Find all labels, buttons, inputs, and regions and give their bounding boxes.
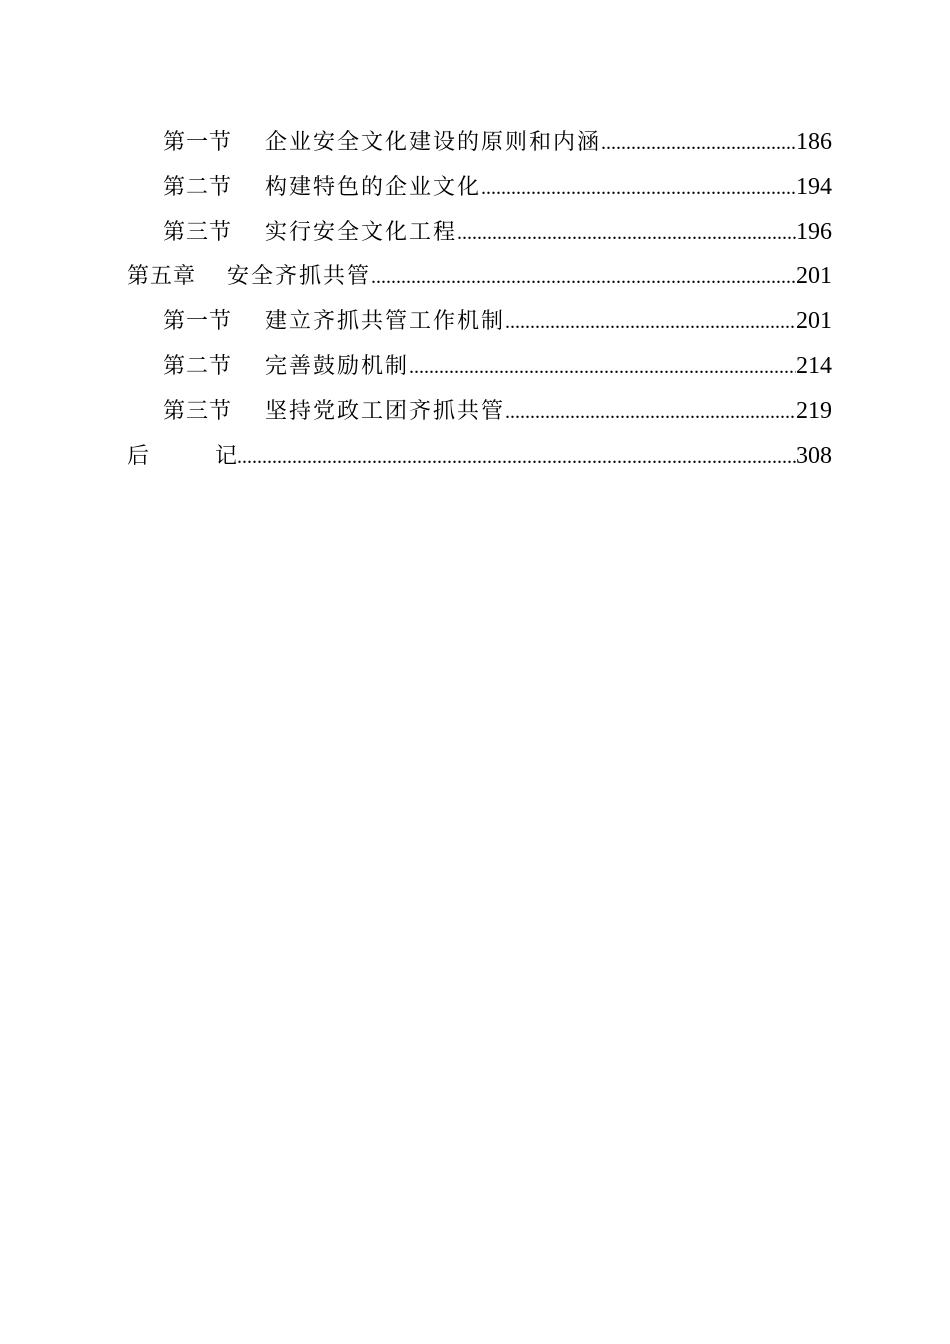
toc-entry-label: 第一节 bbox=[163, 309, 233, 335]
toc-entry-label: 第五章 bbox=[127, 264, 197, 290]
toc-page-number: 214 bbox=[796, 352, 832, 379]
toc-entry-label: 第一节 bbox=[163, 130, 233, 155]
toc-entry-title: 记 bbox=[215, 443, 238, 469]
toc-dot-leader bbox=[457, 211, 796, 255]
toc-entry-section[interactable] bbox=[127, 120, 832, 165]
toc-dot-leader bbox=[409, 345, 796, 389]
toc-entry-title: 企业安全文化建设的原则和内涵 bbox=[265, 130, 602, 155]
toc-entry-label: 第三节 bbox=[163, 398, 233, 424]
toc-page-number: 194 bbox=[796, 173, 832, 200]
toc-entry-afterword[interactable] bbox=[127, 434, 832, 479]
toc-dot-leader bbox=[505, 300, 796, 344]
toc-dot-leader bbox=[481, 166, 796, 210]
toc-entry-title: 安全齐抓共管 bbox=[227, 264, 372, 290]
toc-entry-title: 坚持党政工团齐抓共管 bbox=[265, 398, 506, 424]
toc-entry-label: 第二节 bbox=[163, 353, 233, 379]
toc-dot-leader bbox=[505, 390, 796, 434]
toc-entry-section[interactable] bbox=[127, 389, 832, 434]
toc-entry-section[interactable] bbox=[127, 299, 832, 344]
toc-entry-label: 后 bbox=[127, 443, 151, 469]
toc-entry-title: 完善鼓励机制 bbox=[265, 353, 410, 379]
toc-page-number: 201 bbox=[796, 308, 832, 335]
toc-page-number: 308 bbox=[796, 442, 832, 469]
toc-entry-section[interactable] bbox=[127, 344, 832, 389]
toc-dot-leader bbox=[601, 121, 796, 165]
toc-entry-label: 第二节 bbox=[163, 174, 233, 200]
toc-entry-chapter[interactable] bbox=[127, 254, 832, 299]
toc-dot-leader bbox=[237, 435, 796, 479]
toc-page-number: 196 bbox=[796, 218, 832, 245]
toc-page-number: 186 bbox=[796, 129, 832, 155]
toc-page-number: 219 bbox=[796, 397, 832, 424]
toc-entry-title: 建立齐抓共管工作机制 bbox=[265, 309, 506, 335]
toc-dot-leader bbox=[371, 255, 796, 299]
toc-entry-section[interactable] bbox=[127, 210, 832, 255]
table-of-contents bbox=[127, 120, 832, 478]
toc-entry-title: 构建特色的企业文化 bbox=[265, 174, 482, 200]
toc-entry-label: 第三节 bbox=[163, 219, 233, 245]
toc-entry-title: 实行安全文化工程 bbox=[265, 219, 458, 245]
toc-entry-section[interactable] bbox=[127, 165, 832, 210]
toc-page-number: 201 bbox=[796, 263, 832, 290]
